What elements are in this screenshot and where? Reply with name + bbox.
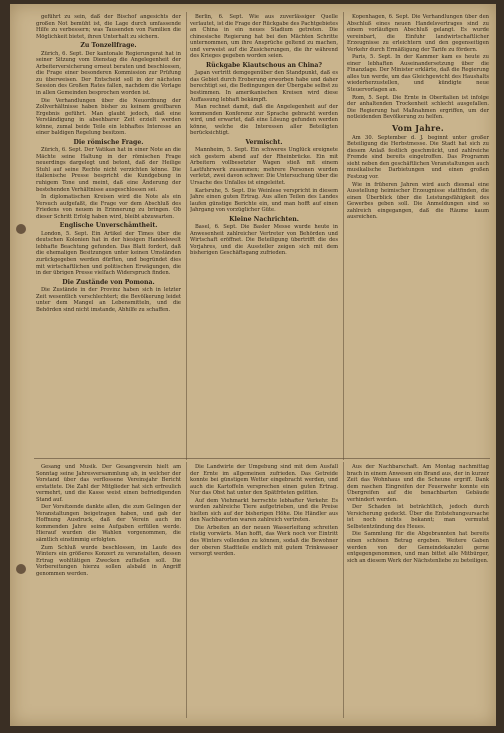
article-paragraph: Japan vertritt demgegenüber den Standpunkt, daß es das Gebiet durch Eroberung erworben habe und daher berechtigt sei, die Bedingungen der Übergabe selbst zu bestimmen. In amerikanischen Kreisen wird diese Auffassung lebhaft bekämpft. — [190, 70, 338, 103]
article-heading: Vermischt. — [245, 138, 283, 146]
article-paragraph: Gesang und Musik. Der Gesangverein hielt am Sonntag seine Jahresversammlung ab, in welcher der Vorstand über das verflossene Vereinsjahr Bericht erstattete. Die Zahl der Mitglieder hat sich erfreulich vermehrt, und die Kasse weist einen befriedigenden Stand auf. — [36, 464, 181, 503]
article-paragraph: London, 5. Sept. Ein Artikel der Times über die deutschen Kolonien hat in der hiesigen Handelswelt lebhafte Beachtung gefunden. Das Blatt fordert, daß die ehemaligen Besitzungen unter keinen Umständen zurückgegeben werden dürften, und begründet dies mit wirtschaftlichen und politischen Erwägungen, die in der übrigen Presse vielfach Widerspruch finden. — [36, 230, 181, 277]
article-heading: Rückgabe Kiautschous an China? — [205, 61, 323, 69]
column-rule — [186, 462, 187, 718]
article-heading: Zu Tonzellfrage. — [80, 42, 137, 50]
column-rule — [343, 462, 344, 718]
article-paragraph: Zürich, 6. Sept. Der Vatikan hat in einer Note an die Mächte seine Haltung in der römischen Frage neuerdings dargelegt und betont, daß der Heilige Stuhl auf seine Rechte nicht verzichten könne. Die italienische Presse bespricht die Kundgebung in ruhigem Tone und meint, daß eine Änderung der bestehenden Verhältnisse ausgeschlossen sei. — [36, 147, 181, 193]
article-paragraph: Wie in früheren Jahren wird auch diesmal eine Ausstellung heimischer Erzeugnisse stattfinden, die einen Überblick über die Leistungsfähigkeit des Gewerbes geben soll. Die Anmeldungen sind so zahlreich eingegangen, daß die Räume kaum ausreichen. — [347, 181, 489, 221]
article-paragraph: Zum Schluß wurde beschlossen, im Laufe des Winters ein größeres Konzert zu veranstalten, dessen Ertrag wohltätigen Zwecken zufließen soll. Die Vorbereitungen hierzu sollen alsbald in Angriff genommen werden. — [36, 544, 181, 577]
article-paragraph: Man rechnet damit, daß die Angelegenheit auf der kommenden Konferenz zur Sprache gebracht werden wird, und erwartet, daß eine Lösung gefunden werden könne, welche die Interessen aller Beteiligten berücksichtigt. — [190, 104, 338, 137]
article-paragraph: Karlsruhe, 5. Sept. Die Weinlese verspricht in diesem Jahre einen guten Ertrag. Aus allen Teilen des Landes laufen günstige Berichte ein, und man hofft auf einen Jahrgang von vorzüglicher Güte. — [190, 187, 338, 214]
article-paragraph: Die Arbeiten an der neuen Wasserleitung schreiten rüstig vorwärts. Man hofft, das Werk noch vor Eintritt des Winters vollenden zu können, sodaß die Bewohner der oberen Stadtteile endlich mit gutem Trinkwasser versorgt werden. — [190, 524, 338, 558]
bottom-column-2 — [190, 464, 338, 714]
article-paragraph: Die Landwirte der Umgebung sind mit dem Ausfall der Ernte im allgemeinen zufrieden. Das Getreide konnte bei günstigem Wetter eingebracht werden, und auch die Kartoffeln versprechen einen guten Ertrag. Nur das Obst hat unter den Spätfrösten gelitten. — [190, 464, 338, 497]
article-paragraph: Kopenhagen, 6. Sept. Die Verhandlungen über den Abschluß eines neuen Handelsvertrages sind zu einem vorläufigen Abschluß gelangt. Es wurde vereinbart, die Einfuhr landwirtschaftlicher Erzeugnisse zu erleichtern und den gegenseitigen Verkehr durch Ermäßigung der Tarife zu fördern. — [347, 14, 489, 53]
article-paragraph: Die Verhandlungen über die Neuordnung der Zollverhältnisse haben bisher zu keinem greifbaren Ergebnis geführt. Man glaubt jedoch, daß eine Verständigung in absehbarer Zeit erzielt werden könne, zumal beide Teile ein lebhaftes Interesse an einer baldigen Regelung besitzen. — [36, 97, 181, 137]
article-paragraph: Auf dem Viehmarkt herrschte lebhafter Verkehr. Es wurden zahlreiche Tiere aufgetrieben, und die Preise hielten sich auf der bisherigen Höhe. Die Händler aus den Nachbarorten waren zahlreich vertreten. — [190, 497, 338, 524]
article-paragraph: Paris, 5. Sept. In der Kammer kam es heute zu einer lebhaften Auseinandersetzung über die Finanzlage. Der Minister erklärte, daß die Regierung alles tun werde, um das Gleichgewicht des Haushalts wiederherzustellen, und kündigte neue Steuervorlagen an. — [347, 54, 489, 94]
column-1 — [36, 14, 181, 454]
article-paragraph: Berlin, 6. Sept. Wie aus zuverlässiger Quelle verlautet, ist die Frage der Rückgabe des Pachtgebietes an China in ein neues Stadium getreten. Die chinesische Regierung hat bei den Mächten Schritte unternommen, um ihre Ansprüche geltend zu machen, und verweist auf die Zusicherungen, die ihr während des Krieges gegeben worden seien. — [190, 14, 338, 60]
article-paragraph: Der Vorsitzende dankte allen, die zum Gelingen der Veranstaltungen beigetragen haben, und gab der Hoffnung Ausdruck, daß der Verein auch im kommenden Jahre seine Aufgaben erfüllen werde. Hierauf wurden die Wahlen vorgenommen, die sämtlich einstimmig erfolgten. — [36, 504, 181, 544]
newspaper-page — [10, 4, 496, 726]
article-paragraph: Der Schaden ist beträchtlich, jedoch durch Versicherung gedeckt. Über die Entstehungsursache ist noch nichts bekannt; man vermutet Selbstentzündung des Heues. — [347, 504, 489, 530]
column-3 — [347, 14, 489, 466]
article-paragraph: Am 30. September d. J. beginnt unter großer Beteiligung die Herbstmesse. Die Stadt hat sich zu diesem Anlaß festlich geschmückt, und zahlreiche Fremde sind bereits eingetroffen. Das Programm sieht neben den geschäftlichen Veranstaltungen auch musikalische Darbietungen und einen großen Festzug vor. — [347, 134, 489, 181]
section-heading: Vom Jahre. — [392, 122, 444, 133]
article-paragraph: In diplomatischen Kreisen wird die Note als ein Versuch aufgefaßt, die Frage vor dem Abschluß des Friedens von neuem in Erinnerung zu bringen. Ob dieser Schritt Erfolg haben wird, bleibt abzuwarten. — [36, 194, 181, 220]
article-paragraph: Die Sammlung für die Abgebrannten hat bereits einen schönen Betrag ergeben. Weitere Gaben werden von der Gemeindekanzlei gerne entgegengenommen, und man bittet alle Mitbürger, sich an diesem Werk der Nächstenliebe zu beteiligen. — [347, 531, 489, 564]
article-paragraph: Die Zustände in der Provinz haben sich in letzter Zeit wesentlich verschlechtert; die Bevölkerung leidet unter dem Mangel an Lebensmitteln, und die Behörden sind nicht imstande, Abhilfe zu schaffen. — [36, 287, 181, 313]
article-paragraph: Aus der Nachbarschaft. Am Montag nachmittag brach in einem Anwesen ein Brand aus, der in kurzer Zeit das Wohnhaus und die Scheune ergriff. Dank dem raschen Eingreifen der Feuerwehr konnte ein Übergreifen auf die benachbarten Gebäude verhindert werden. — [347, 464, 489, 503]
binding-hole — [16, 224, 26, 234]
article-paragraph: geführt zu sein, daß der Bischof angesichts der großen Not bemüht ist, die Lage durch umfassende Hilfe zu verbessern; was Tausenden von Familien die Möglichkeit bietet, ihren Unterhalt zu sichern. — [36, 14, 181, 40]
article-paragraph: Zürich, 6. Sept. Der kantonale Regierungsrat hat in seiner Sitzung vom Dienstag die Angelegenheit der Arbeiterversicherung erneut beraten und beschlossen, die Frage einer besonderen Kommission zur Prüfung zu überweisen. Der Entscheid soll in der nächsten Session des Großen Rates fallen, nachdem die Vorlage in allen Gemeinden besprochen worden ist. — [36, 50, 181, 96]
article-paragraph: Basel, 6. Sept. Die Basler Messe wurde heute in Anwesenheit zahlreicher Vertreter von Behörden und Wirtschaft eröffnet. Die Beteiligung übertrifft die des Vorjahres, und die Aussteller zeigen sich mit dem bisherigen Geschäftsgang zufrieden. — [190, 224, 338, 257]
article-paragraph: Rom, 5. Sept. Die Ernte in Oberitalien ist infolge der anhaltenden Trockenheit schlecht ausgefallen. Die Regierung hat Maßnahmen ergriffen, um der notleidenden Bevölkerung zu helfen. — [347, 94, 489, 121]
column-2 — [190, 14, 338, 466]
column-rule — [186, 12, 187, 460]
article-heading: Kleine Nachrichten. — [229, 215, 299, 223]
article-heading: Die Zustände von Pomona. — [62, 278, 155, 286]
article-paragraph: Mannheim, 5. Sept. Ein schweres Unglück ereignete sich gestern abend auf der Rheinbrücke. Ein mit Arbeitern vollbesetzter Wagen stieß mit einem Lastfuhrwerk zusammen; mehrere Personen wurden verletzt, zwei davon schwer. Die Untersuchung über die Ursache des Unfalles ist eingeleitet. — [190, 147, 338, 187]
bottom-column-3 — [347, 464, 489, 714]
article-heading: Englische Unverschämtheit. — [59, 222, 158, 230]
article-heading: Die römische Frage. — [73, 138, 144, 146]
column-rule — [343, 12, 344, 460]
binding-hole — [16, 564, 26, 574]
bottom-column-1 — [36, 464, 181, 714]
